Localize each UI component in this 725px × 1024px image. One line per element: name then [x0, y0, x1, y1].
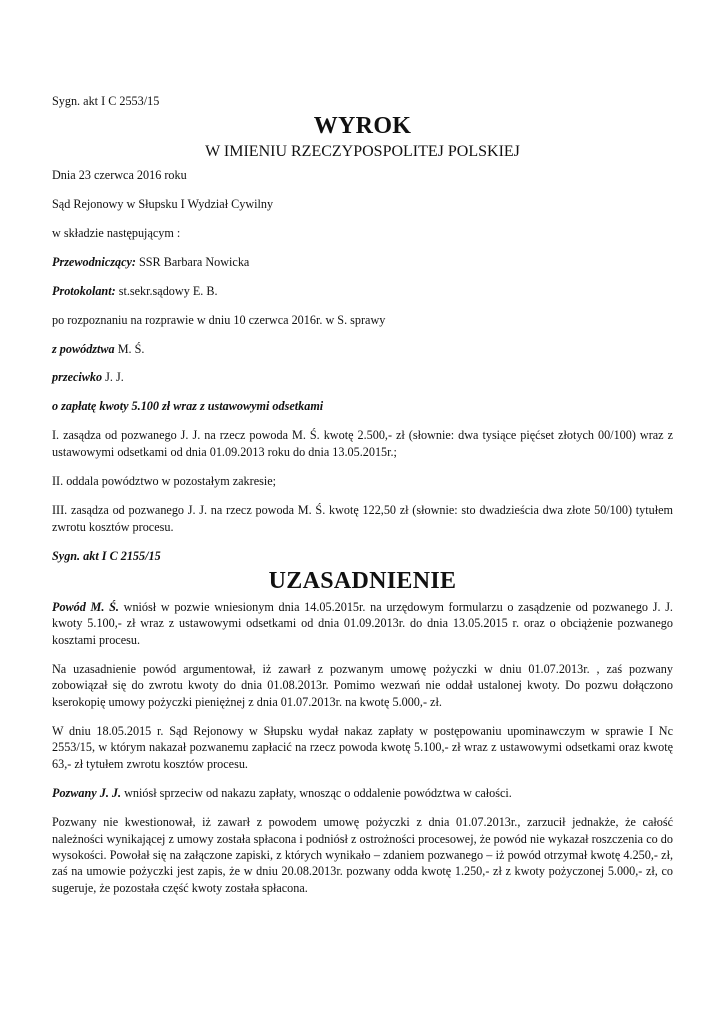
justification-paragraph-3: W dniu 18.05.2015 r. Sąd Rejonowy w Słupsku wydał nakaz zapłaty w postępowaniu upominawczym w sprawie I Nc 2553/15, w którym nakazał pozwanemu zapłacić na rzecz powoda kwotę 5.100,- zł wraz z ustawowymi odsetkami oraz kwotę 63,- zł tytułem zwrotu kosztów procesu. — [52, 723, 673, 771]
chair-line — [52, 254, 673, 270]
composition-line: w składzie następującym : — [52, 225, 181, 240]
paragraph-1-text: wniósł w pozwie wniesionym dnia 14.05.2015r. na urzędowym formularzu o zasądzenie od pozwanego J. J. kwoty 5.100,- zł wraz z ustawowymi odsetkami od dnia 01.09.2013r. do dnia 13.05.2015 r. oraz o obciążenie pozwanego kosztami procesu. — [52, 599, 673, 647]
justification-title: UZASADNIENIE — [268, 568, 457, 595]
justification-paragraph-4 — [52, 785, 673, 801]
verdict-point-1: I. zasądza od pozwanego J. J. na rzecz powoda M. Ś. kwotę 2.500,- zł (słownie: dwa tysiące pięćset złotych 00/100) wraz z ustawowymi odsetkami od dnia 01.09.2013 roku do dnia 13.05.2015r.; — [52, 428, 673, 459]
verdict-point-3: III. zasądza od pozwanego J. J. na rzecz powoda M. Ś. kwotę 122,50 zł (słownie: sto dwadzieścia dwa złote 50/100) tytułem zwrotu kosztów procesu. — [52, 503, 673, 534]
verdict-date: Dnia 23 czerwca 2016 roku — [52, 167, 187, 182]
case-signature: Sygn. akt I C 2553/15 — [52, 94, 160, 108]
plaintiff-label: z powództwa — [52, 341, 115, 356]
verdict-point-2: II. oddala powództwo w pozostałym zakresie; — [52, 474, 277, 489]
clerk-line — [52, 283, 673, 299]
plaintiff-value: M. Ś. — [114, 341, 145, 356]
court-name: Sąd Rejonowy w Słupsku I Wydział Cywilny — [52, 196, 274, 211]
justification-paragraph-1 — [52, 599, 673, 648]
clerk-value: st.sekr.sądowy E. B. — [115, 283, 218, 298]
plaintiff-line — [52, 341, 673, 357]
clerk-label: Protokolant: — [52, 283, 116, 298]
defendant-value: J. J. — [102, 370, 124, 385]
document-body — [52, 93, 673, 909]
verdict-title: WYROK — [313, 113, 412, 140]
justification-paragraph-5: Pozwany nie kwestionował, iż zawarł z powodem umowę pożyczki z dnia 01.07.2013r., zarzucił jednakże, że całość należności wynikającej z umowy została spłacona i podniósł z ostrożności procesowej, że powód nie wykazał roszczenia co do wysokości. Powołał się na załączone zapiski, z których wynikało – zdaniem pozwanego – iż powód otrzymał kwotę 4.250,- zł, zaś na umowie pożyczki jest zapis, że w dniu 20.08.2013r. pozwany odda kwotę 1.250,- zł z kwoty pożyczonej 5.000,- zł, co sugeruje, że pozostała część kwoty została spłacona. — [52, 815, 673, 895]
hearing-line: po rozpoznaniu na rozprawie w dniu 10 czerwca 2016r. w S. sprawy — [52, 312, 386, 327]
defendant-lead: Pozwany J. J. — [52, 785, 122, 800]
justification-signature: Sygn. akt I C 2155/15 — [52, 549, 161, 564]
defendant-line — [52, 369, 673, 385]
defendant-label: przeciwko — [52, 370, 103, 385]
plaintiff-lead: Powód M. Ś. — [52, 599, 119, 614]
paragraph-4-text: wniósł sprzeciw od nakazu zapłaty, wnosząc o oddalenie powództwa w całości. — [121, 785, 512, 800]
verdict-subtitle: W IMIENIU RZECZYPOSPOLITEJ POLSKIEJ — [205, 142, 520, 160]
justification-paragraph-2: Na uzasadnienie powód argumentował, iż zawarł z pozwanym umowę pożyczki w dniu 01.07.2013r. , zaś pozwany zobowiązał się do zwrotu kwoty do dnia 01.08.2013r. Pomimo wezwań nie oddał ustalonej kwoty. Do pozwu dołączono kserokopię umowy pożyczki pieniężnej z dnia 01.07.2013r. na kwotę 5.000,- zł. — [52, 661, 673, 709]
chair-label: Przewodniczący: — [52, 254, 136, 269]
chair-value: SSR Barbara Nowicka — [135, 254, 250, 269]
case-subject: o zapłatę kwoty 5.100 zł wraz z ustawowymi odsetkami — [52, 399, 324, 414]
